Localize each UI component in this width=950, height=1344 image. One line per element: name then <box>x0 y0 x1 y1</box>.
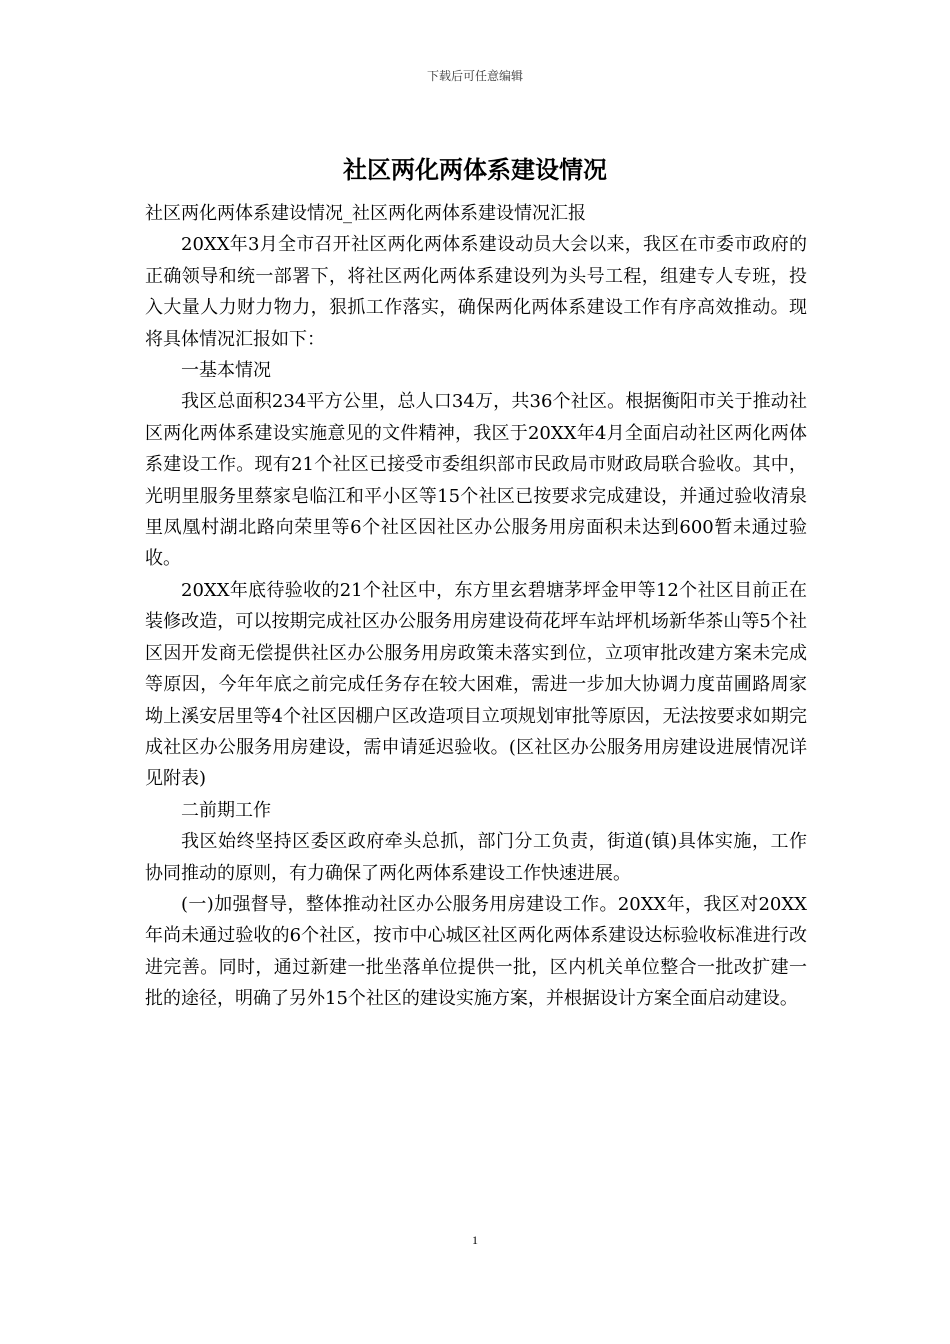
supervision-paragraph: (一)加强督导，整体推动社区办公服务用房建设工作。20XX年，我区对20XX年尚未通过验收的6个社区，按市中心城区社区两化两体系建设达标验收标准进行改进完善。同时，通过新建一批坐落单位提供一批，区内机关单位整合一批改扩建一批的途径，明确了另外15个社区的建设实施方案，并根据设计方案全面启动建设。 <box>145 893 807 1010</box>
header-note: 下载后可任意编辑 <box>426 69 523 83</box>
section-heading-preliminary: 二前期工作 <box>181 799 271 821</box>
principle-paragraph: 我区始终坚持区委区政府牵头总抓，部门分工负责，街道(镇)具体实施，工作协同推动的原则，有力确保了两化两体系建设工作快速进展。 <box>145 831 807 884</box>
pending-acceptance-paragraph: 20XX年底待验收的21个社区中，东方里玄碧塘茅坪金甲等12个社区目前正在装修改造，可以按期完成社区办公服务用房建设荷花坪车站坪机场新华茶山等5个社区因开发商无偿提供社区办公服务用房政策未落实到位，立项审批改建方案未完成等原因，今年年底之前完成任务存在较大困难，需进一步加大协调力度苗圃路周家坳上溪安居里等4个社区因棚户区改造项目立项规划审批等原因，无法按要求如期完成社区办公服务用房建设，需申请延迟验收。(区社区办公服务用房建设进展情况详见附表) <box>145 579 807 790</box>
document-title: 社区两化两体系建设情况 <box>343 156 607 184</box>
basic-situation-paragraph: 我区总面积234平方公里，总人口34万，共36个社区。根据衡阳市关于推动社区两化两体系建设实施意见的文件精神，我区于20XX年4月全面启动社区两化两体系建设工作。现有21个社区已接受市委组织部市民政局市财政局联合验收。其中，光明里服务里蔡家皂临江和平小区等15个社区已按要求完成建设，并通过验收清泉里凤凰村湖北路向荣里等6个社区因社区办公服务用房面积未达到600暂未通过验收。 <box>145 391 807 570</box>
intro-paragraph: 20XX年3月全市召开社区两化两体系建设动员大会以来，我区在市委市政府的正确领导和统一部署下，将社区两化两体系建设列为头号工程，组建专人专班，投入大量人力财力物力，狠抓工作落实，确保两化两体系建设工作有序高效推动。现将具体情况汇报如下： <box>145 234 807 350</box>
subtitle-paragraph: 社区两化两体系建设情况_社区两化两体系建设情况汇报 <box>145 203 586 224</box>
document-body <box>145 198 807 1015</box>
page-number: 1 <box>472 1233 478 1247</box>
section-heading-basic: 一基本情况 <box>181 360 271 382</box>
